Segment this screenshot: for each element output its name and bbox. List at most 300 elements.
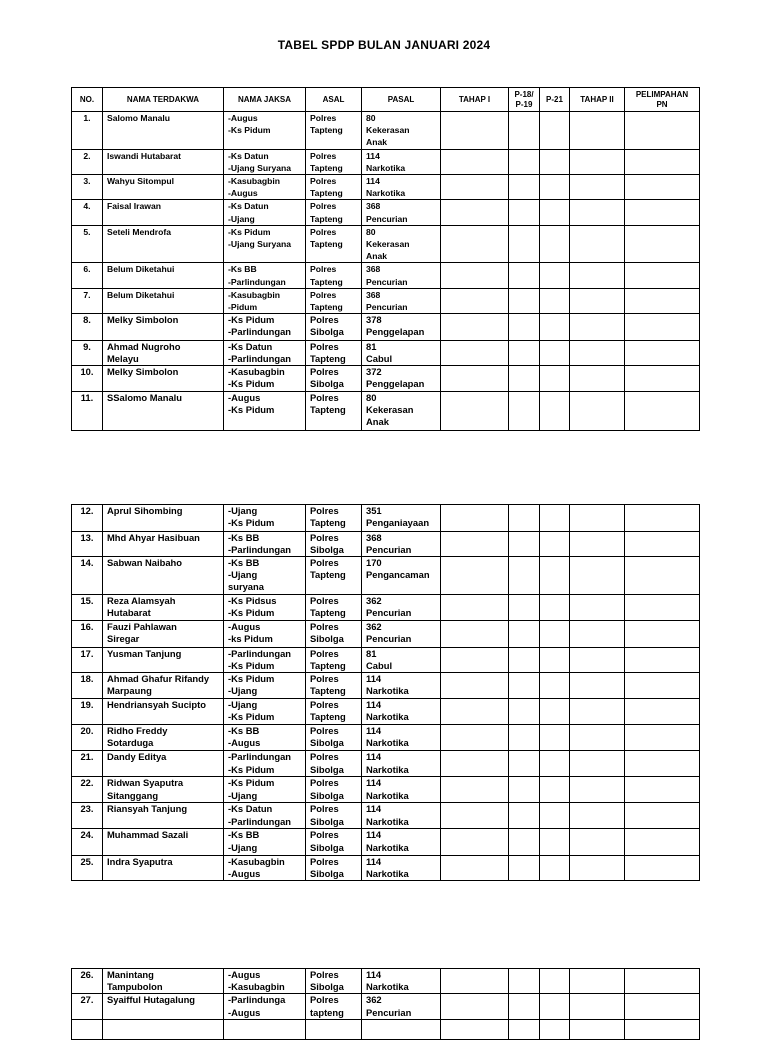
jaksa-name-cell [224,263,306,288]
pasal-line: 114 [366,777,382,789]
pasal-line: 362 [366,620,382,632]
empty-status-cell [540,112,570,150]
terdakwa-name-line: Ridwan Syaputra [107,777,184,789]
terdakwa-name-line: Ridho Freddy [107,724,168,736]
empty-status-cell [540,647,570,672]
empty-status-cell [625,855,700,881]
empty-status-cell [441,175,509,200]
empty-status-cell [441,1019,509,1039]
column-header-text: P-19 [515,99,533,109]
jaksa-name-line: suryana [228,581,264,593]
empty-status-cell [570,505,625,532]
pasal-line: Pencurian [366,1006,412,1018]
row-number: 19. [72,698,103,724]
asal-cell [306,175,362,200]
jaksa-name-line: -Parlindungan [228,751,292,763]
header-row [72,88,700,112]
table-row [72,855,700,881]
empty-status-cell [625,751,700,777]
document-title: TABEL SPDP BULAN JANUARI 2024 [277,38,491,52]
asal-line: Polres [310,803,339,815]
pasal-cell [362,112,441,150]
pasal-cell [362,505,441,532]
row-number: 7. [72,288,103,313]
empty-status-cell [625,556,700,594]
pasal-line: 170 [366,556,382,568]
asal-cell [306,391,362,430]
jaksa-name-line: -ks Pidum [228,632,273,644]
pasal-cell [362,288,441,313]
jaksa-name-cell [224,314,306,341]
empty-status-cell [509,647,540,672]
asal-cell [306,594,362,620]
asal-line: Polres [310,698,339,710]
row-number [72,1019,103,1039]
pasal-cell [362,803,441,829]
pasal-line: Pencurian [366,302,408,313]
empty-status-cell [509,724,540,751]
empty-status-cell [625,149,700,174]
empty-status-cell [540,969,570,994]
pasal-line: Pencurian [366,606,412,618]
terdakwa-name-line: Fauzi Pahlawan [107,620,177,632]
asal-line: Polres [310,340,339,352]
jaksa-name-line: -Ks Pidum [228,314,275,326]
empty-status-cell [570,200,625,225]
pasal-cell [362,994,441,1019]
asal-line: Tapteng [310,403,346,415]
empty-status-cell [570,647,625,672]
pasal-line: Pencurian [366,543,412,555]
pasal-line: Kekerasan [366,403,414,415]
empty-status-cell [441,803,509,829]
pasal-line: Pencurian [366,213,408,224]
empty-status-cell [509,391,540,430]
jaksa-name-line: -Ujang [228,698,258,710]
jaksa-name-line: -Ujang [228,685,258,697]
asal-line: Tapteng [310,162,343,173]
asal-cell [306,994,362,1019]
empty-status-cell [441,829,509,856]
jaksa-name-cell [224,112,306,150]
jaksa-name-line: -Augus [228,188,258,199]
empty-status-cell [625,112,700,150]
terdakwa-name-cell [103,288,224,313]
table-row [72,366,700,391]
empty-status-cell [441,724,509,751]
pasal-cell [362,647,441,672]
empty-status-cell [509,969,540,994]
column-header-text: PASAL [387,94,415,104]
row-number: 21. [72,751,103,777]
asal-line: Tapteng [310,213,343,224]
asal-cell [306,724,362,751]
empty-status-cell [441,531,509,556]
asal-line: Tapteng [310,239,343,250]
pasal-line: 114 [366,698,382,710]
jaksa-name-line: -Augus [228,1006,261,1018]
terdakwa-name-line: Melky Simbolon [107,366,179,378]
empty-status-cell [570,855,625,881]
empty-status-cell [540,994,570,1019]
asal-line: Sibolga [310,632,344,644]
jaksa-name-cell [224,855,306,881]
table-row [72,698,700,724]
empty-status-cell [509,672,540,698]
empty-status-cell [625,175,700,200]
jaksa-name-cell [224,1019,306,1039]
jaksa-name-line: -Augus [228,868,261,880]
empty-status-cell [625,263,700,288]
asal-line: Polres [310,751,339,763]
jaksa-name-line: -Ks Pidum [228,672,275,684]
empty-status-cell [509,803,540,829]
table-row [72,149,700,174]
asal-line: Polres [310,829,339,841]
terdakwa-name-cell [103,724,224,751]
jaksa-name-cell [224,994,306,1019]
asal-line: Polres [310,594,339,606]
pasal-cell [362,263,441,288]
empty-status-cell [441,672,509,698]
column-header-text: PN [656,99,668,109]
table-row [72,647,700,672]
jaksa-name-line: -Ks BB [228,829,260,841]
empty-status-cell [441,263,509,288]
empty-status-cell [625,366,700,391]
row-number: 15. [72,594,103,620]
empty-status-cell [570,594,625,620]
terdakwa-name-cell [103,994,224,1019]
terdakwa-name-line: Hendriansyah Sucipto [107,698,206,710]
empty-status-cell [509,288,540,313]
empty-status-cell [509,112,540,150]
row-number: 10. [72,366,103,391]
table-row [72,620,700,647]
row-number: 23. [72,803,103,829]
empty-status-cell [441,751,509,777]
jaksa-name-line: -Ks Datun [228,803,273,815]
spdp-table-page-2 [71,504,700,881]
pasal-line: Narkotika [366,981,409,993]
terdakwa-name-line: Belum Diketahui [107,264,175,275]
asal-line: Tapteng [310,685,346,697]
pasal-line: 378 [366,314,382,326]
empty-status-cell [441,391,509,430]
terdakwa-name-line: Tampubolon [107,981,163,993]
table-row [72,288,700,313]
pasal-cell [362,175,441,200]
empty-status-cell [441,594,509,620]
table-row [72,200,700,225]
terdakwa-name-line: Mhd Ahyar Hasibuan [107,531,200,543]
column-header [362,88,441,112]
terdakwa-name-line: Sotarduga [107,737,154,749]
jaksa-name-line: -Kasubagbin [228,981,285,993]
asal-cell [306,531,362,556]
terdakwa-name-line: Indra Syaputra [107,855,173,867]
table-row [72,724,700,751]
empty-status-cell [540,855,570,881]
empty-status-cell [509,175,540,200]
asal-line: Polres [310,391,339,403]
terdakwa-name-cell [103,200,224,225]
pasal-line: 368 [366,289,381,300]
empty-status-cell [625,505,700,532]
empty-status-cell [540,724,570,751]
asal-line: Sibolga [310,378,344,390]
asal-cell [306,620,362,647]
pasal-line: Narkotika [366,841,409,853]
table-row [72,751,700,777]
jaksa-name-cell [224,149,306,174]
jaksa-name-line: -Ks Datun [228,150,269,161]
jaksa-name-line: -Parlindungan [228,647,292,659]
empty-status-cell [540,698,570,724]
column-header [540,88,570,112]
jaksa-name-line: -Augus [228,113,258,123]
pasal-cell [362,724,441,751]
pasal-line: 114 [366,751,382,763]
column-header-text: NAMA JAKSA [237,94,292,104]
empty-status-cell [441,777,509,803]
jaksa-name-line: -Ks Pidum [228,659,275,671]
jaksa-name-line: -Augus [228,620,261,632]
row-number: 6. [72,263,103,288]
terdakwa-name-cell [103,505,224,532]
terdakwa-name-cell [103,314,224,341]
pasal-line: 114 [366,829,382,841]
terdakwa-name-cell [103,556,224,594]
empty-status-cell [625,777,700,803]
empty-status-cell [509,225,540,263]
terdakwa-name-line: Aprul Sihombing [107,505,183,516]
pasal-cell [362,698,441,724]
pasal-line: Pencurian [366,276,408,287]
terdakwa-name-cell [103,620,224,647]
empty-status-cell [570,288,625,313]
asal-cell [306,112,362,150]
terdakwa-name-cell [103,751,224,777]
terdakwa-name-line: Melayu [107,352,139,364]
pasal-line: 362 [366,594,382,606]
empty-status-cell [540,556,570,594]
empty-status-cell [625,620,700,647]
empty-status-cell [540,829,570,856]
jaksa-name-cell [224,803,306,829]
terdakwa-name-line: Iswandi Hutabarat [107,150,182,161]
pasal-line: 351 [366,505,382,516]
jaksa-name-cell [224,698,306,724]
pasal-line: Narkotika [366,815,409,827]
empty-status-cell [540,263,570,288]
empty-status-cell [509,505,540,532]
terdakwa-name-cell [103,829,224,856]
empty-status-cell [441,855,509,881]
column-header [441,88,509,112]
empty-status-cell [625,200,700,225]
row-number: 3. [72,175,103,200]
asal-cell [306,225,362,263]
terdakwa-name-cell [103,777,224,803]
asal-line: Sibolga [310,789,344,801]
asal-line: Polres [310,201,337,212]
empty-status-cell [570,263,625,288]
row-number: 26. [72,969,103,994]
empty-status-cell [570,366,625,391]
table-row [72,994,700,1019]
asal-cell [306,288,362,313]
pasal-line: 114 [366,724,382,736]
pasal-line: Narkotika [366,737,409,749]
jaksa-name-line: -Kasubagbin [228,855,285,867]
empty-status-cell [441,556,509,594]
pasal-cell [362,149,441,174]
asal-line: Sibolga [310,868,344,880]
pasal-line: Pengancaman [366,569,430,581]
empty-status-cell [570,829,625,856]
asal-line: Polres [310,620,339,632]
empty-status-cell [441,366,509,391]
empty-status-cell [441,149,509,174]
empty-status-cell [540,672,570,698]
empty-status-cell [509,620,540,647]
row-number: 14. [72,556,103,594]
column-header-text: TAHAP II [580,94,614,104]
empty-status-cell [570,803,625,829]
asal-line: Polres [310,969,339,980]
terdakwa-name-cell [103,112,224,150]
jaksa-name-line: -Augus [228,969,261,980]
pasal-cell [362,225,441,263]
empty-status-cell [509,994,540,1019]
column-header [625,88,700,112]
pasal-line: Anak [366,137,388,148]
pasal-cell [362,556,441,594]
empty-status-cell [625,531,700,556]
jaksa-name-line: -Pidum [228,302,258,313]
terdakwa-name-line: Belum Diketahui [107,289,175,300]
asal-cell [306,698,362,724]
pasal-cell [362,366,441,391]
empty-status-cell [441,112,509,150]
row-number: 20. [72,724,103,751]
asal-line: Tapteng [310,125,343,136]
table-row [72,777,700,803]
pasal-line: Penggelapan [366,378,425,390]
pasal-line: Kekerasan [366,125,410,136]
asal-cell [306,340,362,365]
jaksa-name-line: -Ks Pidum [228,606,275,618]
asal-cell [306,314,362,341]
terdakwa-name-line: Siregar [107,632,140,644]
table-row [72,225,700,263]
empty-status-cell [441,200,509,225]
pasal-cell [362,594,441,620]
terdakwa-name-line: Ahmad Nugroho [107,340,181,352]
row-number: 25. [72,855,103,881]
empty-status-cell [540,777,570,803]
empty-status-cell [441,340,509,365]
column-header-text: P-18/ [514,89,534,99]
pasal-line: Narkotika [366,685,409,697]
row-number: 1. [72,112,103,150]
pasal-line: Narkotika [366,868,409,880]
terdakwa-name-cell [103,855,224,881]
jaksa-name-line: -Parlindunga [228,994,286,1006]
empty-status-cell [570,672,625,698]
empty-status-cell [625,340,700,365]
jaksa-name-cell [224,505,306,532]
terdakwa-name-line: Syaifful Hutagalung [107,994,196,1006]
row-number: 27. [72,994,103,1019]
pasal-cell [362,314,441,341]
jaksa-name-cell [224,531,306,556]
terdakwa-name-cell [103,803,224,829]
asal-line: Tapteng [310,711,346,723]
jaksa-name-line: -Ks Pidum [228,125,271,136]
jaksa-name-cell [224,594,306,620]
spdp-table-page-3 [71,968,700,1040]
empty-status-cell [441,969,509,994]
asal-cell [306,149,362,174]
asal-line: Sibolga [310,737,344,749]
empty-status-cell [625,1019,700,1039]
pasal-line: Narkotika [366,711,409,723]
empty-status-cell [540,340,570,365]
terdakwa-name-line: SSalomo Manalu [107,391,183,403]
terdakwa-name-line: Riansyah Tanjung [107,803,188,815]
jaksa-name-cell [224,620,306,647]
empty-status-cell [509,531,540,556]
row-number: 22. [72,777,103,803]
table-row [72,112,700,150]
asal-line: Polres [310,994,339,1006]
terdakwa-name-line: Ahmad Ghafur Rifandy [107,672,210,684]
pasal-line: 80 [366,391,377,403]
asal-line: Tapteng [310,188,343,199]
jaksa-name-cell [224,225,306,263]
asal-cell [306,969,362,994]
row-number: 13. [72,531,103,556]
pasal-line: Penganiayaan [366,517,430,529]
asal-line: Tapteng [310,659,346,671]
jaksa-name-line: -Ks BB [228,724,260,736]
pasal-cell [362,855,441,881]
table-row [72,314,700,341]
jaksa-name-line: -Parlindungan [228,276,286,287]
empty-status-cell [441,505,509,532]
table-row [72,969,700,994]
pasal-line: Narkotika [366,162,406,173]
row-number: 8. [72,314,103,341]
asal-line: Polres [310,672,339,684]
empty-status-cell [509,366,540,391]
jaksa-name-cell [224,200,306,225]
jaksa-name-line: -Parlindungan [228,352,292,364]
empty-status-cell [570,777,625,803]
empty-status-cell [625,698,700,724]
terdakwa-name-cell [103,391,224,430]
empty-status-cell [540,594,570,620]
pasal-line: Narkotika [366,188,406,199]
asal-cell [306,647,362,672]
pasal-cell [362,620,441,647]
terdakwa-name-cell [103,969,224,994]
column-header-text: TAHAP I [458,94,491,104]
pasal-cell [362,777,441,803]
pasal-cell [362,200,441,225]
